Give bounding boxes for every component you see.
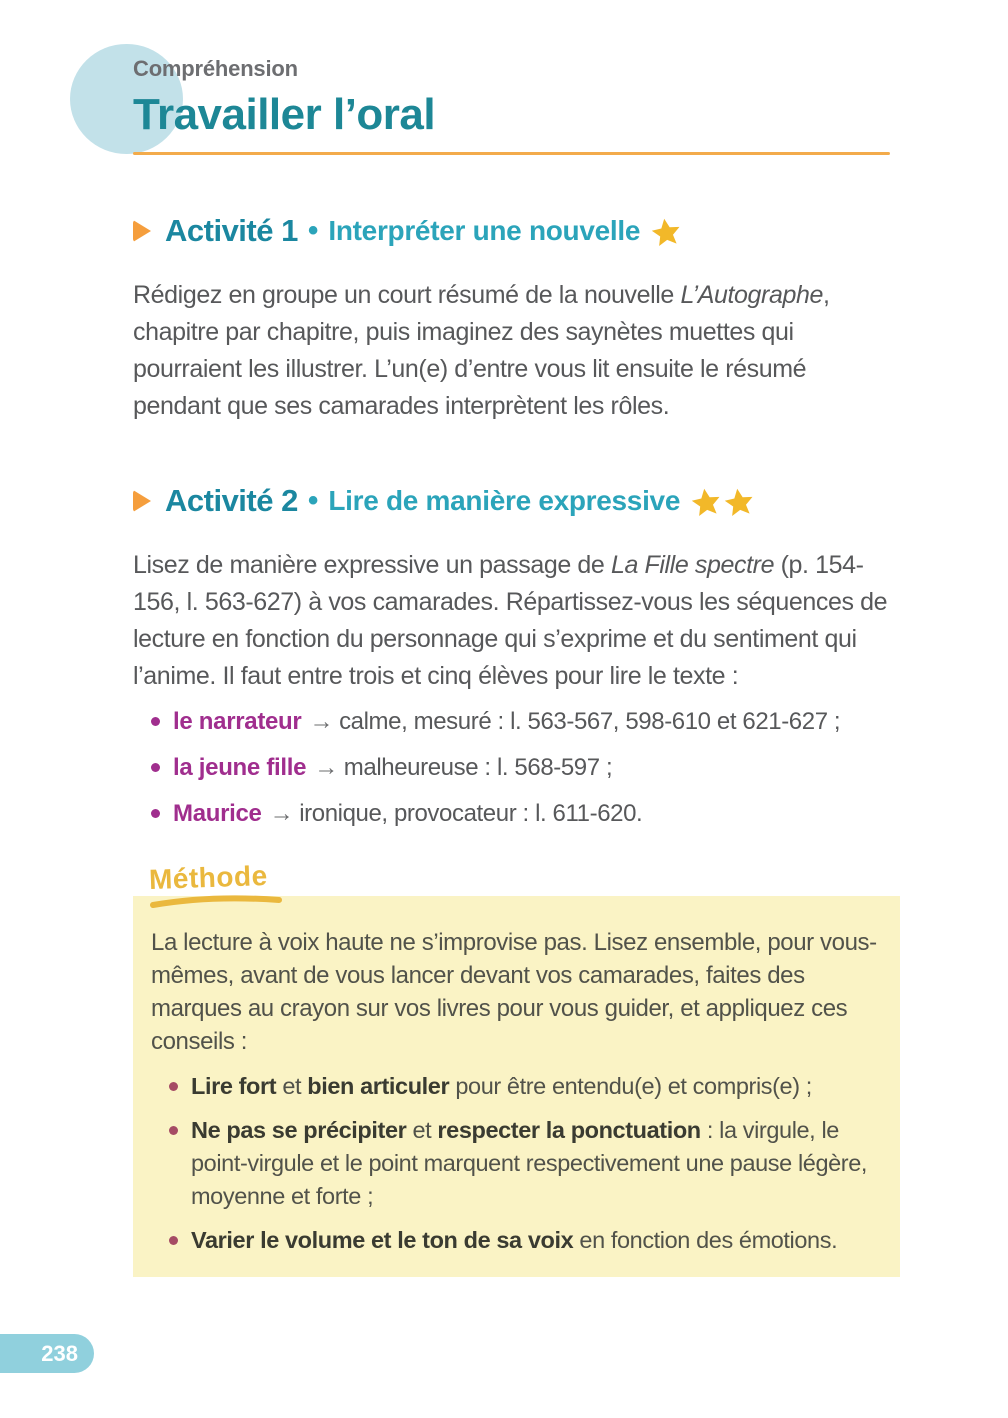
arrow-right-icon: → [309, 708, 334, 735]
page-number: 238 [41, 1340, 78, 1366]
list-item [153, 1114, 880, 1213]
bullet-dot [169, 1126, 178, 1135]
page-content [133, 213, 900, 1277]
role-description: calme, mesuré : l. 563-567, 598-610 et 621-627 ; [339, 708, 841, 735]
list-item [135, 703, 900, 740]
method-section [133, 859, 900, 1277]
underline-swoosh-icon [149, 894, 283, 908]
triangle-right-icon [133, 490, 151, 512]
method-bullet-text: Varier le volume et le ton de sa voix en fonction des émotions. [191, 1227, 838, 1253]
bullet-dot [151, 717, 160, 726]
list-item [135, 749, 900, 786]
bullet-dot [169, 1236, 178, 1245]
activity-1-paragraph: Rédigez en groupe un court résumé de la nouvelle L’Autographe, chapitre par chapitre, puis imaginez des saynètes muettes qui pourraient les illustrer. L’un(e) d’entre vous lit ensuite le résumé pendant que ses camarades interprètent les rôles. [133, 281, 830, 420]
role-term: Maurice [173, 800, 262, 827]
method-label-wrap [148, 859, 900, 914]
bullet-dot [151, 763, 160, 772]
method-label: Méthode [148, 859, 269, 896]
roles-list [133, 703, 900, 832]
activity-2-title: Activité 2 [165, 483, 298, 518]
activity-1-subtitle: Interpréter une nouvelle [328, 215, 641, 246]
activity-1-section [133, 213, 900, 425]
list-item [153, 1224, 880, 1257]
activity-2-paragraph: Lisez de manière expressive un passage de La Fille spectre (p. 154-156, l. 563-627) à vos camarades. Répartissez-vous les séquences de lecture en fonction du personnage qui s’exprime et du sentiment qui l’anime. Il faut entre trois et cinq élèves pour lire le texte : [133, 551, 888, 690]
page-header [133, 56, 895, 155]
method-bullet-text: Lire fort et bien articuler pour être entendu(e) et compris(e) ; [191, 1073, 812, 1099]
bullet-separator: • [307, 484, 319, 517]
method-bullet-text: Ne pas se précipiter et respecter la ponctuation : la virgule, le point-virgule et le point marquent respectivement une pause légère, moyenne et forte ; [191, 1117, 868, 1209]
activity-2-heading [133, 483, 900, 519]
star-icon [723, 486, 754, 517]
activity-2-section [133, 483, 900, 832]
role-description: ironique, provocateur : l. 611-620. [299, 800, 643, 827]
arrow-right-icon: → [269, 800, 294, 827]
arrow-right-icon: → [314, 754, 338, 781]
bullet-dot [151, 809, 160, 818]
role-description: malheureuse : l. 568-597 ; [343, 754, 613, 781]
method-box [133, 896, 900, 1277]
page-title: Travailler l’oral [133, 90, 436, 139]
title-underline [133, 152, 890, 155]
star-icon [690, 486, 721, 517]
role-term: la jeune fille [173, 754, 307, 781]
method-list [151, 1070, 880, 1257]
bullet-dot [169, 1082, 178, 1091]
activity-2-subtitle: Lire de manière expressive [328, 485, 681, 516]
triangle-right-icon [133, 220, 151, 242]
role-term: le narrateur [173, 708, 302, 735]
list-item [135, 795, 900, 832]
bullet-separator: • [307, 214, 319, 247]
page-number-badge [0, 1334, 94, 1373]
method-intro: La lecture à voix haute ne s’improvise pas. Lisez ensemble, pour vous-mêmes, avant de vous lancer devant vos camarades, faites des marques au crayon sur vos livres pour vous guider, et appliquez ces conseils : [151, 929, 877, 1055]
activity-1-heading [133, 213, 900, 249]
section-kicker: Compréhension [133, 56, 298, 81]
activity-1-title: Activité 1 [165, 213, 298, 248]
star-icon [650, 216, 681, 247]
list-item [153, 1070, 880, 1103]
